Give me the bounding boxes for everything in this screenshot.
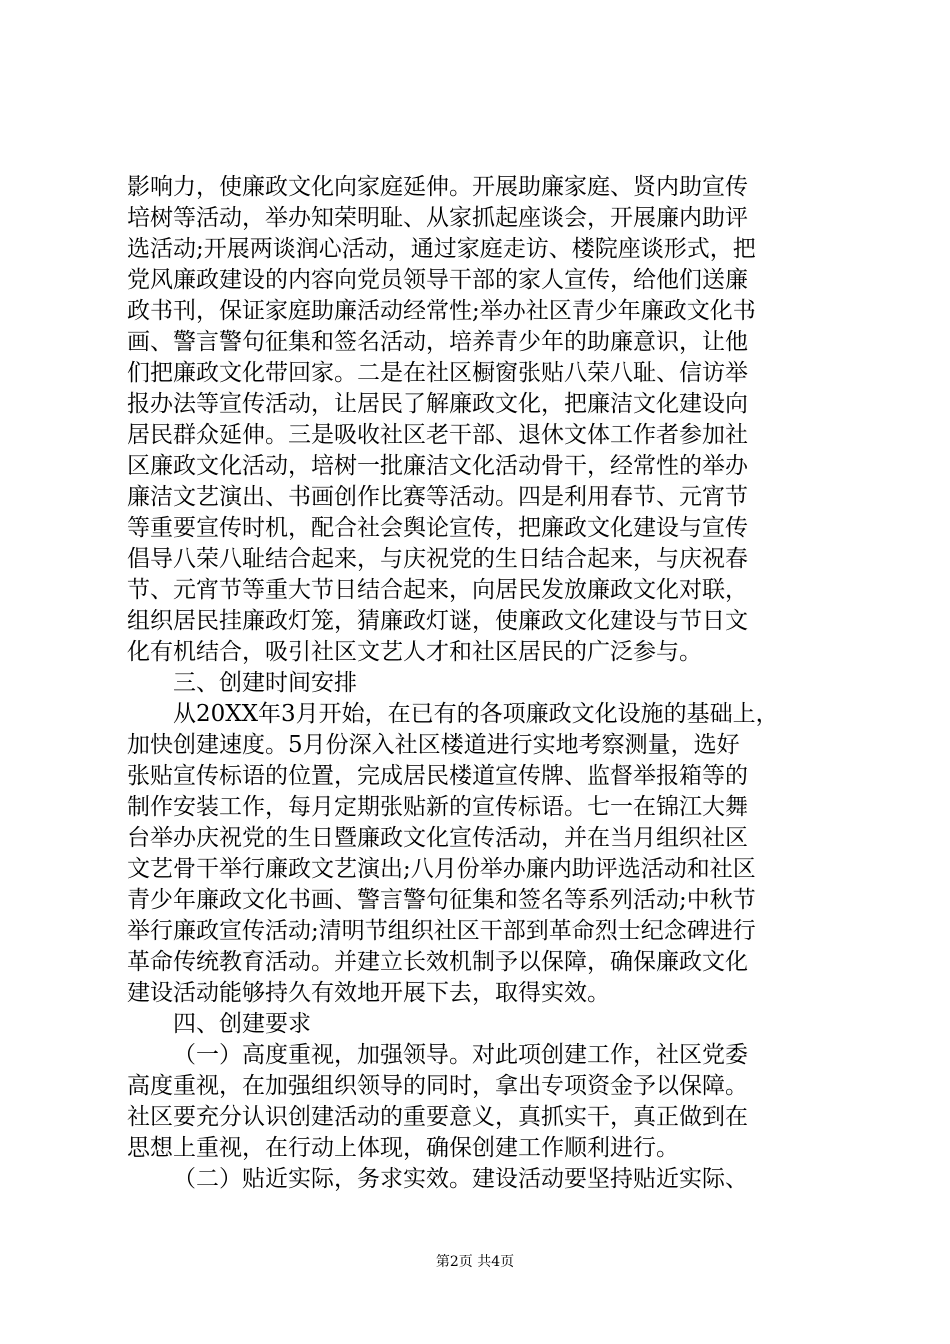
text-line: 培树等活动，举办知荣明耻、从家抓起座谈会，开展廉内助评 bbox=[127, 205, 748, 231]
text-line: 文艺骨干举行廉政文艺演出;八月份举办廉内助评选活动和社区 bbox=[127, 856, 756, 882]
text-line: 思想上重视，在行动上体现，确保创建工作顺利进行。 bbox=[127, 1135, 679, 1161]
text-line: 居民群众延伸。三是吸收社区老干部、退休文体工作者参加社 bbox=[127, 422, 748, 448]
document-body bbox=[127, 172, 827, 1195]
text-line: 政书刊，保证家庭助廉活动经常性;举办社区青少年廉政文化书 bbox=[127, 298, 756, 324]
text-line: 革命传统教育活动。并建立长效机制予以保障，确保廉政文化 bbox=[127, 949, 748, 975]
text-line: 高度重视，在加强组织领导的同时，拿出专项资金予以保障。 bbox=[127, 1073, 748, 1099]
section-heading: 四、创建要求 bbox=[173, 1011, 311, 1037]
text-line: 青少年廉政文化书画、警言警句征集和签名等系列活动;中秋节 bbox=[127, 887, 756, 913]
text-line: 党风廉政建设的内容向党员领导干部的家人宣传，给他们送廉 bbox=[127, 267, 748, 293]
text-line: 建设活动能够持久有效地开展下去，取得实效。 bbox=[127, 980, 610, 1006]
text-line: 廉洁文艺演出、书画创作比赛等活动。四是利用春节、元宵节 bbox=[127, 484, 748, 510]
text-line: 举行廉政宣传活动;清明节组织社区干部到革命烈士纪念碑进行 bbox=[127, 918, 756, 944]
text-line: 社区要充分认识创建活动的重要意义，真抓实干，真正做到在 bbox=[127, 1104, 748, 1130]
text-line: 倡导八荣八耻结合起来，与庆祝党的生日结合起来，与庆祝春 bbox=[127, 546, 748, 572]
text-line: 影响力，使廉政文化向家庭延伸。开展助廉家庭、贤内助宣传 bbox=[127, 174, 748, 200]
text-line: 报办法等宣传活动，让居民了解廉政文化，把廉洁文化建设向 bbox=[127, 391, 748, 417]
section-heading: 三、创建时间安排 bbox=[173, 670, 357, 696]
text-line: 组织居民挂廉政灯笼，猜廉政灯谜，使廉政文化建设与节日文 bbox=[127, 608, 748, 634]
text-line: 台举办庆祝党的生日暨廉政文化宣传活动，并在当月组织社区 bbox=[127, 825, 748, 851]
text-line: 区廉政文化活动，培树一批廉洁文化活动骨干，经常性的举办 bbox=[127, 453, 748, 479]
text-line: 制作安装工作，每月定期张贴新的宣传标语。七一在锦江大舞 bbox=[127, 794, 748, 820]
text-line: 化有机结合，吸引社区文艺人才和社区居民的广泛参与。 bbox=[127, 639, 702, 665]
text-line: 选活动;开展两谈润心活动，通过家庭走访、楼院座谈形式，把 bbox=[127, 236, 756, 262]
text-line: 等重要宣传时机，配合社会舆论宣传，把廉政文化建设与宣传 bbox=[127, 515, 748, 541]
text-line: 画、警言警句征集和签名活动，培养青少年的助廉意识，让他 bbox=[127, 329, 748, 355]
text-line: （一）高度重视，加强领导。对此项创建工作，社区党委 bbox=[173, 1042, 748, 1068]
text-line: 从20XX年3月开始，在已有的各项廉政文化设施的基础上， bbox=[173, 701, 779, 727]
page-number-footer: 第2页 共4页 bbox=[435, 1254, 515, 1270]
text-line: （二）贴近实际，务求实效。建设活动要坚持贴近实际、 bbox=[173, 1166, 748, 1192]
text-line: 张贴宣传标语的位置，完成居民楼道宣传牌、监督举报箱等的 bbox=[127, 763, 748, 789]
text-line: 们把廉政文化带回家。二是在社区橱窗张贴八荣八耻、信访举 bbox=[127, 360, 748, 386]
text-line: 加快创建速度。5月份深入社区楼道进行实地考察测量，选好 bbox=[127, 732, 740, 758]
text-line: 节、元宵节等重大节日结合起来，向居民发放廉政文化对联， bbox=[127, 577, 748, 603]
